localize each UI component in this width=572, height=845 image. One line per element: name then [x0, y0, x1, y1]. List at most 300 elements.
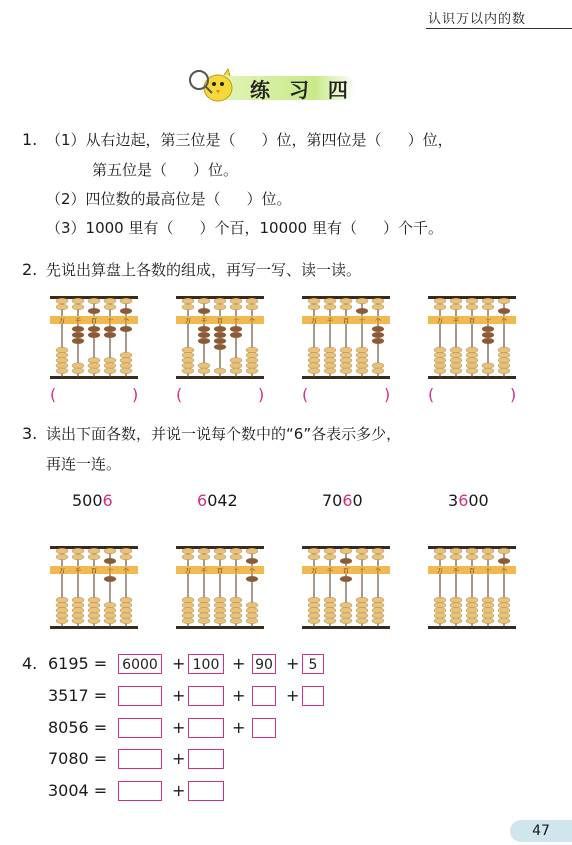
- abacus-rod-label: 个: [122, 568, 130, 575]
- abacus-upper-bead: [88, 554, 100, 560]
- abacus-upper-bead: [340, 558, 352, 564]
- abacus-upper-bead: [198, 554, 210, 560]
- abacus-lower-bead: [434, 358, 446, 364]
- q4-plus-sign: +: [172, 654, 186, 673]
- q3-n4-six: 6: [458, 491, 469, 510]
- q3-n4-after: 00: [468, 491, 489, 510]
- abacus-lower-bead: [72, 332, 84, 338]
- abacus-lower-bead: [120, 597, 132, 603]
- abacus-lower-bead: [324, 613, 336, 619]
- abacus-lower-bead: [482, 613, 494, 619]
- abacus-lower-bead: [372, 363, 384, 369]
- abacus-lower-bead: [104, 368, 116, 374]
- abacus-lower-bead: [182, 602, 194, 608]
- abacus-rod-label: 万: [58, 568, 66, 575]
- abacus-upper-bead: [482, 298, 494, 304]
- abacus-lower-bead: [482, 608, 494, 614]
- q2-number: 2.: [22, 260, 38, 279]
- abacus-lower-bead: [214, 326, 226, 332]
- abacus-lower-bead: [308, 608, 320, 614]
- abacus-lower-bead: [466, 613, 478, 619]
- abacus-lower-bead: [324, 347, 336, 353]
- q4-answer-box[interactable]: [188, 686, 224, 706]
- abacus-lower-bead: [230, 602, 242, 608]
- abacus-lower-bead: [482, 618, 494, 624]
- q4-answer-box[interactable]: [118, 781, 162, 801]
- abacus-lower-bead: [482, 602, 494, 608]
- abacus-rod-label: 百: [216, 318, 224, 325]
- abacus-rod-label: 个: [374, 568, 382, 575]
- abacus-lower-bead: [230, 363, 242, 369]
- q2-answer-open-2: (: [176, 385, 183, 404]
- q2-answer-open-4: (: [428, 385, 435, 404]
- abacus-lower-bead: [308, 352, 320, 358]
- q4-answer-box[interactable]: [252, 686, 276, 706]
- abacus-lower-bead: [246, 613, 258, 619]
- abacus-lower-bead: [372, 326, 384, 332]
- abacus-lower-bead: [230, 613, 242, 619]
- abacus-lower-bead: [372, 332, 384, 338]
- q1-p3-c: ）个千。: [383, 219, 444, 237]
- q4-answer-box[interactable]: [118, 718, 162, 738]
- abacus-lower-bead: [324, 597, 336, 603]
- abacus-lower-bead: [230, 358, 242, 364]
- q2-abacus-2: [174, 294, 266, 382]
- abacus-rod-label: 百: [468, 318, 476, 325]
- abacus-lower-bead: [88, 368, 100, 374]
- abacus-lower-bead: [214, 618, 226, 624]
- abacus-lower-bead: [498, 613, 510, 619]
- abacus-lower-bead: [56, 618, 68, 624]
- abacus-upper-bead: [104, 558, 116, 564]
- abacus-upper-bead: [230, 548, 242, 554]
- abacus-rod-label: 万: [58, 318, 66, 325]
- abacus-lower-bead: [214, 368, 226, 374]
- abacus-lower-bead: [182, 608, 194, 614]
- chick-mascot-icon: [188, 66, 240, 106]
- abacus-lower-bead: [498, 347, 510, 353]
- abacus-lower-bead: [308, 597, 320, 603]
- abacus-upper-bead: [372, 304, 384, 310]
- q3-n1-before: 500: [72, 491, 103, 510]
- abacus-upper-bead: [308, 304, 320, 310]
- abacus-lower-bead: [482, 368, 494, 374]
- abacus-lower-bead: [56, 613, 68, 619]
- abacus-lower-bead: [372, 368, 384, 374]
- abacus-upper-bead: [72, 548, 84, 554]
- abacus-upper-bead: [434, 304, 446, 310]
- abacus-lower-bead: [104, 618, 116, 624]
- abacus-lower-bead: [466, 368, 478, 374]
- abacus-rod-label: 千: [452, 568, 460, 575]
- q3-instruction-line1: 读出下面各数，并说一说每个数中的“6”各表示多少，: [46, 425, 402, 443]
- abacus-lower-bead: [356, 368, 368, 374]
- abacus-lower-bead: [308, 613, 320, 619]
- abacus-lower-bead: [372, 602, 384, 608]
- abacus-lower-bead: [56, 368, 68, 374]
- abacus-upper-bead: [466, 548, 478, 554]
- abacus-lower-bead: [120, 352, 132, 358]
- abacus-lower-bead: [498, 368, 510, 374]
- abacus-lower-bead: [450, 358, 462, 364]
- abacus-lower-bead: [182, 347, 194, 353]
- abacus-upper-bead: [230, 298, 242, 304]
- q3-abacus-1: [48, 544, 140, 632]
- abacus-lower-bead: [340, 363, 352, 369]
- abacus-lower-bead: [182, 358, 194, 364]
- abacus-lower-bead: [104, 602, 116, 608]
- abacus-upper-bead: [120, 308, 132, 314]
- abacus-lower-bead: [72, 597, 84, 603]
- abacus-lower-bead: [182, 352, 194, 358]
- abacus-lower-bead: [120, 602, 132, 608]
- abacus-lower-bead: [340, 358, 352, 364]
- q4-answer-box[interactable]: 100: [188, 654, 224, 674]
- q4-plus-sign: +: [286, 686, 300, 705]
- q4-answer-box[interactable]: 6000: [118, 654, 162, 674]
- q2-instruction: 先说出算盘上各数的组成，再写一写、读一读。: [46, 261, 362, 279]
- abacus-upper-bead: [498, 308, 510, 314]
- q3-number-1: [72, 491, 113, 511]
- abacus-lower-bead: [214, 332, 226, 338]
- abacus-lower-bead: [72, 608, 84, 614]
- abacus-lower-bead: [104, 358, 116, 364]
- abacus-lower-bead: [450, 608, 462, 614]
- abacus-upper-bead: [340, 298, 352, 304]
- q4-equation-left: 8056 =: [48, 718, 108, 737]
- q4-answer-box[interactable]: [118, 686, 162, 706]
- abacus-upper-bead: [356, 554, 368, 560]
- q4-answer-box[interactable]: [188, 749, 224, 769]
- abacus-lower-bead: [434, 368, 446, 374]
- abacus-upper-bead: [120, 548, 132, 554]
- abacus-lower-bead: [182, 613, 194, 619]
- abacus-lower-bead: [356, 602, 368, 608]
- abacus-lower-bead: [340, 618, 352, 624]
- abacus-lower-bead: [120, 608, 132, 614]
- abacus-upper-bead: [72, 304, 84, 310]
- abacus-lower-bead: [308, 347, 320, 353]
- abacus-lower-bead: [324, 368, 336, 374]
- abacus-lower-bead: [120, 368, 132, 374]
- abacus-lower-bead: [230, 618, 242, 624]
- q2-answer-open-1: (: [50, 385, 57, 404]
- abacus-lower-bead: [356, 618, 368, 624]
- abacus-lower-bead: [246, 618, 258, 624]
- abacus-lower-bead: [466, 363, 478, 369]
- q3-n2-six: 6: [197, 491, 208, 510]
- abacus-lower-bead: [324, 352, 336, 358]
- q4-answer-box[interactable]: [302, 686, 324, 706]
- abacus-lower-bead: [56, 358, 68, 364]
- q3-number-3: [322, 491, 363, 511]
- abacus-rod-label: 十: [106, 568, 114, 575]
- abacus-upper-bead: [450, 304, 462, 310]
- q2-abacus-4: [426, 294, 518, 382]
- abacus-rod-label: 个: [500, 318, 508, 325]
- abacus-upper-bead: [324, 554, 336, 560]
- q3-abacus-3: [300, 544, 392, 632]
- q2-answer-close-4: ): [510, 385, 517, 404]
- abacus-lower-bead: [72, 613, 84, 619]
- abacus-lower-bead: [466, 618, 478, 624]
- q4-equation-left: 3004 =: [48, 781, 108, 800]
- abacus-lower-bead: [434, 602, 446, 608]
- abacus-rod-label: 十: [358, 318, 366, 325]
- abacus-lower-bead: [498, 602, 510, 608]
- abacus-lower-bead: [372, 618, 384, 624]
- abacus-upper-bead: [356, 308, 368, 314]
- abacus-lower-bead: [72, 338, 84, 344]
- abacus-lower-bead: [498, 352, 510, 358]
- abacus-lower-bead: [104, 363, 116, 369]
- abacus-lower-bead: [56, 363, 68, 369]
- abacus-lower-bead: [120, 618, 132, 624]
- abacus-lower-bead: [198, 597, 210, 603]
- q3-abacus-4: [426, 544, 518, 632]
- abacus-lower-bead: [198, 608, 210, 614]
- q1-p1-a: （1）从右边起，第三位是（: [46, 131, 236, 149]
- q1-p1-b: ）位，第四位是（: [261, 131, 382, 149]
- abacus-lower-bead: [308, 602, 320, 608]
- abacus-lower-bead: [340, 347, 352, 353]
- abacus-lower-bead: [246, 358, 258, 364]
- abacus-upper-bead: [198, 548, 210, 554]
- abacus-upper-bead: [450, 548, 462, 554]
- abacus-lower-bead: [434, 363, 446, 369]
- abacus-upper-bead: [72, 554, 84, 560]
- abacus-lower-bead: [198, 338, 210, 344]
- q4-plus-sign: +: [172, 718, 186, 737]
- abacus-rod-label: 十: [232, 568, 240, 575]
- abacus-rod-label: 百: [468, 568, 476, 575]
- abacus-lower-bead: [434, 597, 446, 603]
- q3-number-2: [197, 491, 238, 511]
- abacus-upper-bead: [104, 304, 116, 310]
- abacus-upper-bead: [466, 554, 478, 560]
- abacus-rod-label: 十: [358, 568, 366, 575]
- abacus-upper-bead: [182, 304, 194, 310]
- abacus-lower-bead: [434, 352, 446, 358]
- abacus-lower-bead: [466, 597, 478, 603]
- abacus-upper-bead: [340, 304, 352, 310]
- abacus-rod-label: 个: [374, 318, 382, 325]
- abacus-lower-bead: [230, 608, 242, 614]
- abacus-lower-bead: [214, 338, 226, 344]
- q4-answer-box[interactable]: [118, 749, 162, 769]
- abacus-lower-bead: [466, 352, 478, 358]
- abacus-lower-bead: [450, 618, 462, 624]
- abacus-lower-bead: [56, 608, 68, 614]
- abacus-upper-bead: [308, 554, 320, 560]
- q4-answer-box[interactable]: [188, 718, 224, 738]
- abacus-lower-bead: [56, 352, 68, 358]
- q1-p1-c: ）位，: [407, 131, 453, 149]
- abacus-upper-bead: [434, 554, 446, 560]
- abacus-upper-bead: [482, 548, 494, 554]
- abacus-upper-bead: [56, 554, 68, 560]
- abacus-lower-bead: [450, 363, 462, 369]
- abacus-upper-bead: [214, 548, 226, 554]
- abacus-lower-bead: [88, 597, 100, 603]
- abacus-upper-bead: [230, 554, 242, 560]
- q2-abacus-1: [48, 294, 140, 382]
- abacus-rod-label: 个: [248, 568, 256, 575]
- abacus-upper-bead: [56, 298, 68, 304]
- abacus-lower-bead: [372, 338, 384, 344]
- abacus-lower-bead: [56, 347, 68, 353]
- abacus-lower-bead: [498, 363, 510, 369]
- abacus-upper-bead: [56, 548, 68, 554]
- q4-plus-sign: +: [232, 686, 246, 705]
- abacus-rod-label: 万: [184, 318, 192, 325]
- abacus-lower-bead: [308, 618, 320, 624]
- abacus-rod-label: 百: [90, 568, 98, 575]
- q3-number: 3.: [22, 424, 38, 443]
- q4-plus-sign: +: [286, 654, 300, 673]
- abacus-lower-bead: [356, 363, 368, 369]
- abacus-lower-bead: [324, 363, 336, 369]
- abacus-lower-bead: [246, 363, 258, 369]
- abacus-rod-label: 千: [74, 568, 82, 575]
- abacus-upper-bead: [324, 304, 336, 310]
- abacus-lower-bead: [198, 618, 210, 624]
- abacus-upper-bead: [182, 554, 194, 560]
- q1-part1-line2: [92, 160, 238, 180]
- q4-answer-box[interactable]: [252, 718, 276, 738]
- abacus-lower-bead: [340, 576, 352, 582]
- abacus-lower-bead: [214, 344, 226, 350]
- abacus-lower-bead: [308, 358, 320, 364]
- abacus-upper-bead: [88, 548, 100, 554]
- q4-plus-sign: +: [232, 718, 246, 737]
- q1-p2-a: （2）四位数的最高位是（: [46, 190, 221, 208]
- abacus-lower-bead: [324, 602, 336, 608]
- abacus-lower-bead: [482, 363, 494, 369]
- abacus-lower-bead: [198, 332, 210, 338]
- abacus-upper-bead: [182, 548, 194, 554]
- abacus-lower-bead: [450, 597, 462, 603]
- abacus-lower-bead: [450, 602, 462, 608]
- abacus-rod-label: 十: [484, 318, 492, 325]
- abacus-rod-label: 万: [184, 568, 192, 575]
- abacus-lower-bead: [182, 368, 194, 374]
- abacus-upper-bead: [372, 554, 384, 560]
- abacus-rod-label: 十: [232, 318, 240, 325]
- q4-plus-sign: +: [172, 686, 186, 705]
- abacus-upper-bead: [198, 298, 210, 304]
- abacus-lower-bead: [230, 326, 242, 332]
- abacus-lower-bead: [198, 326, 210, 332]
- abacus-rod-label: 千: [200, 318, 208, 325]
- abacus-rod-label: 千: [452, 318, 460, 325]
- abacus-lower-bead: [214, 602, 226, 608]
- abacus-upper-bead: [498, 558, 510, 564]
- abacus-lower-bead: [104, 576, 116, 582]
- abacus-lower-bead: [482, 326, 494, 332]
- q1-part2: [46, 189, 292, 209]
- abacus-upper-bead: [246, 548, 258, 554]
- abacus-lower-bead: [120, 613, 132, 619]
- q1-part3: [46, 218, 443, 238]
- q1-p3-a: （3）1000 里有（: [46, 219, 174, 237]
- abacus-lower-bead: [104, 332, 116, 338]
- abacus-upper-bead: [482, 554, 494, 560]
- abacus-rod-label: 个: [248, 318, 256, 325]
- abacus-rod-label: 个: [122, 318, 130, 325]
- q4-answer-box[interactable]: 5: [302, 654, 324, 674]
- q4-answer-box[interactable]: [188, 781, 224, 801]
- abacus-lower-bead: [466, 347, 478, 353]
- abacus-lower-bead: [324, 618, 336, 624]
- q4-plus-sign: +: [172, 781, 186, 800]
- abacus-lower-bead: [324, 358, 336, 364]
- abacus-lower-bead: [72, 363, 84, 369]
- abacus-lower-bead: [182, 597, 194, 603]
- abacus-lower-bead: [372, 597, 384, 603]
- abacus-lower-bead: [340, 352, 352, 358]
- q2-abacus-3: [300, 294, 392, 382]
- abacus-lower-bead: [246, 368, 258, 374]
- abacus-lower-bead: [230, 368, 242, 374]
- abacus-upper-bead: [340, 548, 352, 554]
- abacus-rod-label: 万: [310, 318, 318, 325]
- abacus-rod-label: 十: [106, 318, 114, 325]
- abacus-lower-bead: [198, 363, 210, 369]
- abacus-lower-bead: [498, 618, 510, 624]
- abacus-lower-bead: [246, 602, 258, 608]
- abacus-rod-label: 万: [310, 568, 318, 575]
- page-number: 47: [510, 820, 572, 842]
- abacus-lower-bead: [466, 602, 478, 608]
- abacus-lower-bead: [198, 602, 210, 608]
- abacus-lower-bead: [450, 347, 462, 353]
- abacus-lower-bead: [246, 352, 258, 358]
- q4-plus-sign: +: [172, 749, 186, 768]
- abacus-rod-label: 千: [326, 318, 334, 325]
- abacus-upper-bead: [230, 304, 242, 310]
- abacus-lower-bead: [120, 363, 132, 369]
- abacus-lower-bead: [230, 332, 242, 338]
- chapter-title: 认识万以内的数: [428, 12, 527, 27]
- abacus-upper-bead: [308, 548, 320, 554]
- q3-abacus-2: [174, 544, 266, 632]
- q2-answer-open-3: (: [302, 385, 309, 404]
- abacus-lower-bead: [308, 368, 320, 374]
- abacus-lower-bead: [104, 613, 116, 619]
- abacus-upper-bead: [434, 548, 446, 554]
- q4-answer-box[interactable]: 90: [252, 654, 276, 674]
- abacus-lower-bead: [88, 618, 100, 624]
- abacus-lower-bead: [88, 358, 100, 364]
- abacus-lower-bead: [356, 608, 368, 614]
- abacus-rod-label: 十: [484, 568, 492, 575]
- abacus-lower-bead: [88, 332, 100, 338]
- abacus-upper-bead: [182, 298, 194, 304]
- abacus-upper-bead: [214, 304, 226, 310]
- q4-equation-left: 3517 =: [48, 686, 108, 705]
- q3-n2-after: 042: [207, 491, 238, 510]
- abacus-lower-bead: [356, 352, 368, 358]
- abacus-rod-label: 百: [90, 318, 98, 325]
- abacus-upper-bead: [104, 298, 116, 304]
- q1-p1-e: ）位。: [193, 161, 239, 179]
- abacus-upper-bead: [450, 554, 462, 560]
- abacus-lower-bead: [498, 358, 510, 364]
- abacus-rod-label: 千: [74, 318, 82, 325]
- q2-answer-close-2: ): [258, 385, 265, 404]
- abacus-lower-bead: [246, 576, 258, 582]
